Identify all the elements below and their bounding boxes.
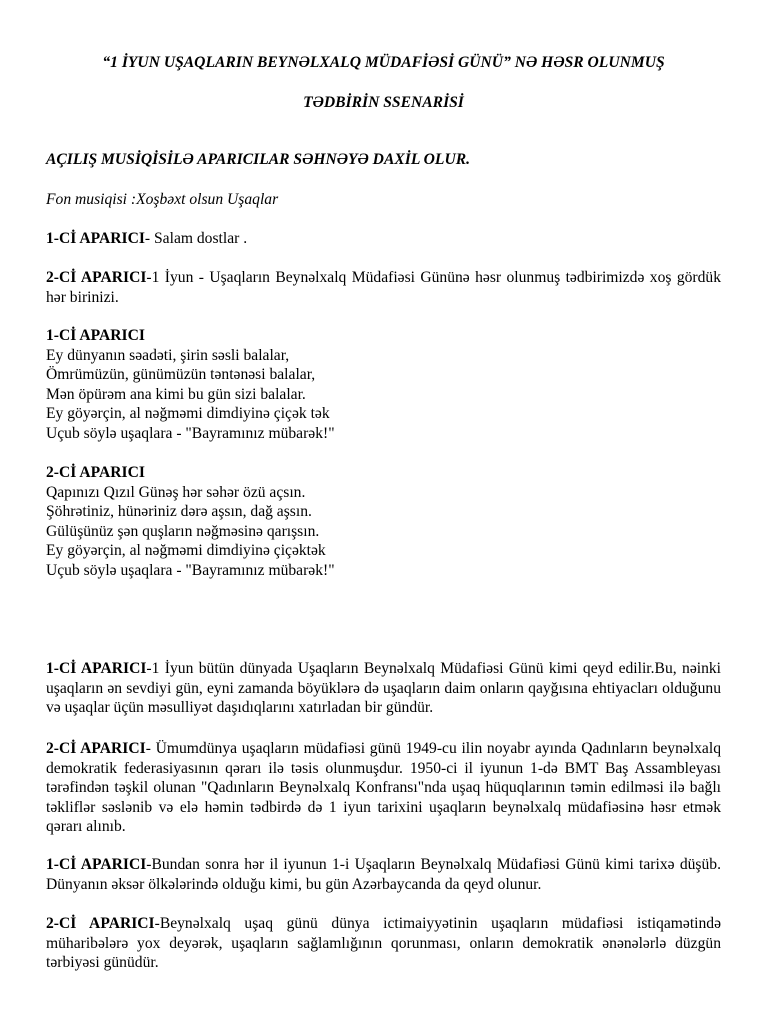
paragraph-4 [46,739,721,837]
poem-line: Uçub söylə uşaqlara - "Bayramınız mübarək!" [46,561,335,579]
paragraph-text: -1 İyun bütün dünyada Uşaqların Beynəlxalq Müdafiəsi Günü kimi qeyd edilir.Bu, nəinki uşaqların ən sevdiyi gün, eyni zamanda böyüklərə də uşaqların daim onların qayğısına ehtiyacları olduğunu və uşaqlar üçün məsulliyət daşıdıqlarını xatırladan bir gündür. [46,660,721,716]
poem-line: Uçub söylə uşaqlara - "Bayramınız mübarək!" [46,424,335,442]
speaker-label: 1-Cİ APARICI [46,856,147,873]
document-title-line-2: TƏDBİRİN SSENARİSİ [303,94,464,111]
speaker-label: 2-Cİ APARICI [46,740,146,757]
speaker-label: 2-Cİ APARICI [46,915,155,932]
paragraph-text: -Beynəlxalq uşaq günü dünya ictimaiyyətinin uşaqların müdafiəsi istiqamətində müharibələrə yox deyərək, uşaqların sağlamlığının qorunması, onların demokratik ənənələrlə düzgün tərbiyəsi günüdür. [46,915,721,971]
paragraph-3 [46,659,721,718]
poem-line: Mən öpürəm ana kimi bu gün sizi balalar. [46,385,306,403]
poem-line: Gülüşünüz şən quşların nəğməsinə qarışsın. [46,522,320,540]
poem-line: Ey göyərçin, al nəğməmi dimdiyinə çiçək tək [46,405,330,422]
poem-speaker-label: 2-Cİ APARICI [46,464,145,481]
paragraph-text: - Ümumdünya uşaqların müdafiəsi günü 1949-cu ilin noyabr ayında Qadınların beynəlxalq demokratik federasiyasının qərarı ilə təsis olunmuşdur. 1950-ci il iyunun 1-də BMT Baş Assambleyası tərəfindən təşkil olunan "Qadınların Beynəlxalq Konfransı"nda uşaq hüquqlarının təmin edilməsi ilə bağlı təkliflər səslənib və elə həmin tədbirdə də 1 iyun tarixini uşaqların beynəlxalq müdafiəsinə həsr etmək qərarı alınıb. [46,740,721,835]
paragraph-2 [46,268,721,307]
speaker-label: 1-Cİ APARICI [46,660,147,677]
paragraph-1 [46,229,721,249]
poem-speaker-label: 1-Cİ APARICI [46,327,145,344]
paragraph-text: -Bundan sonra hər il iyunun 1-i Uşaqların Beynəlxalq Müdafiəsi Günü kimi tarixə düşüb. Dünyanın əksər ölkələrində olduğu kimi, bu gün Azərbaycanda da qeyd olunur. [46,856,721,893]
poem-line: Qapınızı Qızıl Günəş hər səhər özü açsın. [46,483,306,501]
poem-2 [46,463,721,580]
poem-1 [46,326,721,443]
poem-line: Ömrümüzün, günümüzün təntənəsi balalar, [46,366,316,383]
document-title-line-1: “1 İYUN UŞAQLARIN BEYNƏLXALQ MÜDAFİƏSİ GÜNÜ” NƏ HƏSR OLUNMUŞ [102,54,665,71]
speaker-label: 1-Cİ APARICI [46,230,145,247]
speaker-label: 2-Cİ APARICI [46,269,147,286]
paragraph-text: -1 İyun - Uşaqların Beynəlxalq Müdafiəsi Gününə həsr olunmuş tədbirimizdə xoş gördük hər birinizi. [46,269,721,306]
opening-stage-direction: AÇILIŞ MUSİQİSİLƏ APARICILAR SƏHNƏYƏ DAXİL OLUR. [46,151,471,168]
paragraph-text: - Salam dostlar . [144,230,248,247]
poem-line: Şöhrətiniz, hünəriniz dərə aşsın, dağ aşsın. [46,503,312,520]
paragraph-5 [46,855,721,894]
poem-line: Ey dünyanın səadəti, şirin səsli balalar, [46,346,290,364]
paragraph-6 [46,914,721,973]
poem-line: Ey göyərçin, al nəğməmi dimdiyinə çiçəktək [46,542,326,559]
background-music-note: Fon musiqisi :Xoşbəxt olsun Uşaqlar [46,191,279,208]
